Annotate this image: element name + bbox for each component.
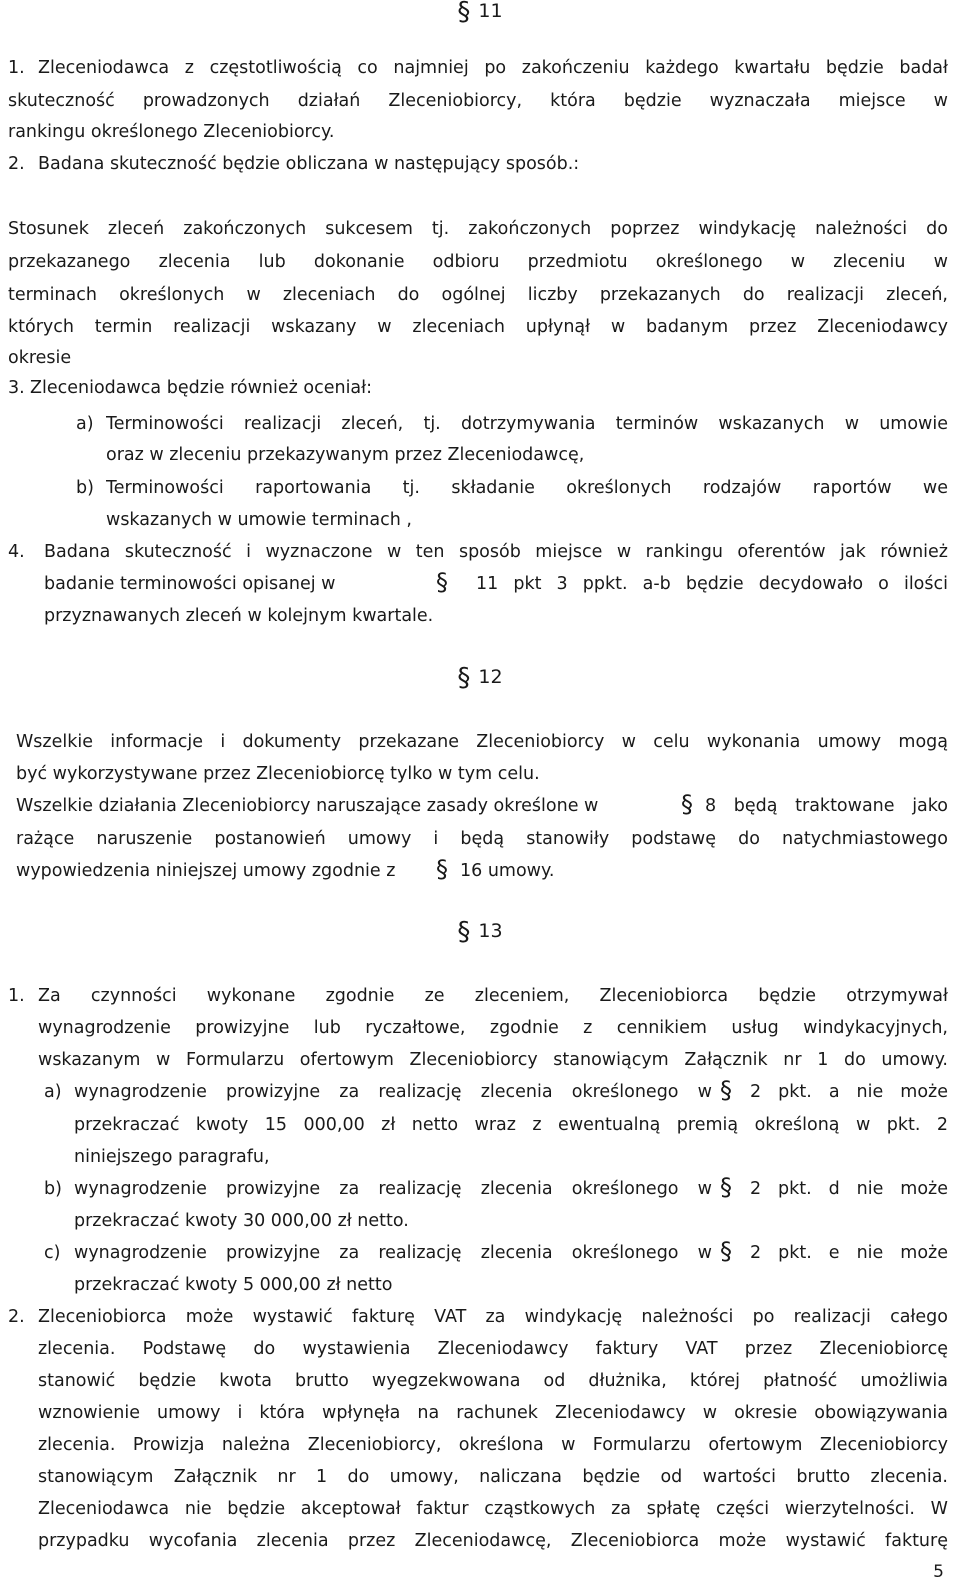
section-number: 11: [478, 0, 503, 22]
list-label: c): [44, 1243, 61, 1263]
text-line: przekraczać kwoty 5 000,00 zł netto: [74, 1275, 393, 1295]
item-number: 2.: [8, 1307, 25, 1327]
text-line: skuteczność prowadzonych działań Zleceniobiorcy, która będzie wyznaczała miejsce w: [8, 91, 948, 111]
text-line: niniejszego paragrafu,: [74, 1147, 270, 1167]
section-number: 12: [478, 666, 503, 688]
text-line: przekraczać kwoty 15 000,00 zł netto wraz z ewentualną premią określoną w pkt. 2: [74, 1115, 948, 1135]
text-line: 2 pkt. d nie może: [750, 1179, 948, 1199]
list-label: b): [76, 478, 94, 498]
text-line: zlecenia. Prowizja należna Zleceniobiorcy, określona w Formularzu ofertowym Zleceniobiorcy: [38, 1435, 948, 1455]
text-line: wynagrodzenie prowizyjne lub ryczałtowe, zgodnie z cennikiem usług windykacyjnych,: [38, 1018, 948, 1038]
text-line: Za czynności wykonane zgodnie ze zleceniem, Zleceniobiorca będzie otrzymywał: [38, 986, 948, 1006]
text-line: Zleceniobiorca może wystawić fakturę VAT za windykację należności po realizacji całego: [38, 1307, 948, 1327]
text-line: przyznawanych zleceń w kolejnym kwartale.: [44, 606, 434, 626]
item-number: 3.: [8, 378, 25, 398]
section-symbol: §: [457, 663, 471, 693]
section-symbol: §: [436, 568, 448, 596]
text-line: Zleceniodawca z częstotliwością co najmniej po zakończeniu każdego kwartału będzie badał: [38, 58, 948, 78]
text-line: rażące naruszenie postanowień umowy i będą stanowiły podstawę do natychmiastowego: [16, 829, 948, 849]
section-12-heading: [0, 663, 960, 693]
item-number: 1.: [8, 986, 25, 1006]
text-line: Terminowości realizacji zleceń, tj. dotrzymywania terminów wskazanych w umowie: [106, 414, 948, 434]
text-line: wynagrodzenie prowizyjne za realizację zlecenia określonego w: [74, 1243, 712, 1263]
text-line: Stosunek zleceń zakończonych sukcesem tj. zakończonych poprzez windykację należności do: [8, 219, 948, 239]
section-symbol: §: [457, 0, 471, 27]
text-line: 16 umowy.: [460, 861, 555, 881]
text-line: wskazanych w umowie terminach ,: [106, 510, 412, 530]
section-symbol: §: [720, 1237, 732, 1265]
text-line: Terminowości raportowania tj. składanie określonych rodzajów raportów we: [106, 478, 948, 498]
text-line: 8 będą traktowane jako: [705, 796, 948, 816]
text-line: 2 pkt. e nie może: [750, 1243, 948, 1263]
section-13-heading: [0, 917, 960, 947]
text-line: terminach określonych w zleceniach do ogólnej liczby przekazanych do realizacji zleceń,: [8, 285, 948, 305]
text-line: badanie terminowości opisanej w: [44, 574, 336, 594]
item-number: 2.: [8, 154, 25, 174]
text-line: przekazanego zlecenia lub dokonanie odbioru przedmiotu określonego w zleceniu w: [8, 252, 948, 272]
item-number: 4.: [8, 542, 25, 562]
text-line: Badana skuteczność będzie obliczana w następujący sposób.:: [38, 154, 580, 174]
text-line: wskazanym w Formularzu ofertowym Zleceniobiorcy stanowiącym Załącznik nr 1 do umowy.: [38, 1050, 948, 1070]
text-line: których termin realizacji wskazany w zleceniach upłynął w badanym przez Zleceniodawcy: [8, 317, 948, 337]
text-line: rankingu określonego Zleceniobiorcy.: [8, 122, 335, 142]
text-line: Wszelkie informacje i dokumenty przekazane Zleceniobiorcy w celu wykonania umowy mogą: [16, 732, 948, 752]
text-line: Badana skuteczność i wyznaczone w ten sposób miejsce w rankingu oferentów jak również: [44, 542, 948, 562]
text-line: stanowiącym Załącznik nr 1 do umowy, naliczana będzie od wartości brutto zlecenia.: [38, 1467, 948, 1487]
item-number: 1.: [8, 58, 25, 78]
text-line: 11 pkt 3 ppkt. a-b będzie decydowało o ilości: [476, 574, 948, 594]
page-number: 5: [933, 1562, 944, 1582]
text-line: stanowić będzie kwota brutto wyegzekwowana od dłużnika, której płatność umożliwia: [38, 1371, 948, 1391]
text-line: zlecenia. Podstawę do wystawienia Zleceniodawcy faktury VAT przez Zleceniobiorcę: [38, 1339, 948, 1359]
section-symbol: §: [720, 1173, 732, 1201]
text-line: okresie: [8, 348, 72, 368]
text-line: 2 pkt. a nie może: [750, 1082, 948, 1102]
list-label: a): [44, 1082, 62, 1102]
list-label: b): [44, 1179, 62, 1199]
text-line: oraz w zleceniu przekazywanym przez Zleceniodawcę,: [106, 445, 585, 465]
section-symbol: §: [681, 790, 693, 818]
section-symbol: §: [457, 917, 471, 947]
text-line: przypadku wycofania zlecenia przez Zleceniodawcę, Zleceniobiorca może wystawić fakturę: [38, 1531, 948, 1551]
section-number: 13: [478, 920, 503, 942]
text-line: być wykorzystywane przez Zleceniobiorcę tylko w tym celu.: [16, 764, 540, 784]
list-label: a): [76, 414, 94, 434]
text-line: Zleceniodawca nie będzie akceptował faktur cząstkowych za spłatę części wierzytelności. W: [38, 1499, 948, 1519]
text-line: wznowienie umowy i która wpłynęła na rachunek Zleceniodawcy w okresie obowiązywania: [38, 1403, 948, 1423]
text-line: Zleceniodawca będzie również oceniał:: [30, 378, 373, 398]
text-line: przekraczać kwoty 30 000,00 zł netto.: [74, 1211, 409, 1231]
section-11-heading: [0, 0, 960, 27]
section-symbol: §: [436, 855, 448, 883]
text-line: wynagrodzenie prowizyjne za realizację zlecenia określonego w: [74, 1082, 712, 1102]
text-line: wynagrodzenie prowizyjne za realizację zlecenia określonego w: [74, 1179, 712, 1199]
text-line: Wszelkie działania Zleceniobiorcy naruszające zasady określone w: [16, 796, 599, 816]
section-symbol: §: [720, 1076, 732, 1104]
text-line: wypowiedzenia niniejszej umowy zgodnie z: [16, 861, 396, 881]
